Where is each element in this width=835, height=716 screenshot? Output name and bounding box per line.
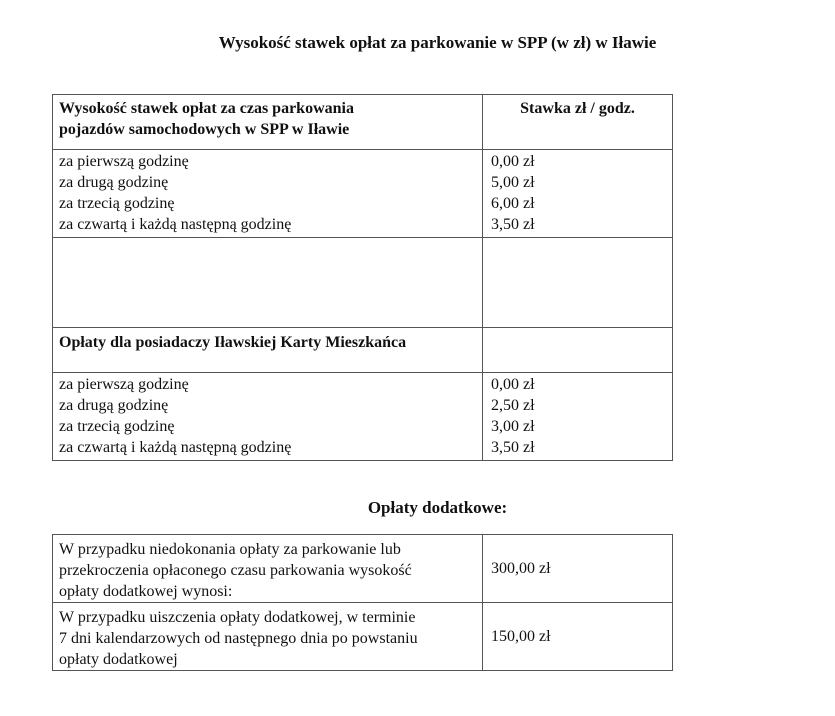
extra-fee-line: opłaty dodatkowej xyxy=(59,651,178,668)
rates-table-header-row xyxy=(53,95,673,150)
extra-fee-row xyxy=(53,603,673,671)
rate-price: 0,00 zł xyxy=(491,153,535,170)
resident-header-row xyxy=(53,328,673,373)
extra-fee-amount: 150,00 zł xyxy=(483,603,673,671)
rate-price: 5,00 zł xyxy=(491,174,535,191)
extra-fees-title: Opłaty dodatkowe: xyxy=(367,498,508,517)
rate-label: za pierwszą godzinę xyxy=(59,153,189,170)
parking-rates-table xyxy=(52,94,673,461)
extra-fee-line: W przypadku uiszczenia opłaty dodatkowej, w terminie xyxy=(59,609,416,626)
rate-label: za czwartą i każdą następną godzinę xyxy=(59,216,292,233)
extra-fee-line: przekroczenia opłaconego czasu parkowania wysokość xyxy=(59,562,412,579)
rates-header-line: pojazdów samochodowych w SPP w Iławie xyxy=(59,121,350,138)
empty-cell xyxy=(483,238,673,328)
extra-fee-description xyxy=(53,535,483,603)
empty-cell xyxy=(483,328,673,373)
rate-label: za pierwszą godzinę xyxy=(59,376,189,393)
rate-price: 6,00 zł xyxy=(491,195,535,212)
resident-card-header: Opłaty dla posiadaczy Iławskiej Karty Mieszkańca xyxy=(53,328,483,373)
empty-spacer-row xyxy=(53,238,673,328)
standard-rates-row xyxy=(53,150,673,238)
extra-fees-table xyxy=(52,534,673,671)
rate-label: za drugą godzinę xyxy=(59,174,169,191)
rate-price: 0,00 zł xyxy=(491,376,535,393)
rates-header-left xyxy=(53,95,483,150)
extra-fee-description xyxy=(53,603,483,671)
rates-header-right: Stawka zł / godz. xyxy=(483,95,673,150)
empty-cell xyxy=(53,238,483,328)
resident-rates-row xyxy=(53,373,673,461)
rates-header-line: Wysokość stawek opłat za czas parkowania xyxy=(59,100,354,117)
extra-fee-amount: 300,00 zł xyxy=(483,535,673,603)
rate-price: 3,50 zł xyxy=(491,216,535,233)
rate-price: 2,50 zł xyxy=(491,397,535,414)
extra-fee-line: opłaty dodatkowej wynosi: xyxy=(59,583,233,600)
rate-label: za trzecią godzinę xyxy=(59,195,175,212)
rate-label: za czwartą i każdą następną godzinę xyxy=(59,439,292,456)
rate-label: za trzecią godzinę xyxy=(59,418,175,435)
extra-fee-line: W przypadku niedokonania opłaty za parkowanie lub xyxy=(59,541,401,558)
rate-price: 3,00 zł xyxy=(491,418,535,435)
resident-rates-prices xyxy=(483,373,673,461)
standard-rates-prices xyxy=(483,150,673,238)
rate-price: 3,50 zł xyxy=(491,439,535,456)
resident-rates-labels xyxy=(53,373,483,461)
extra-fee-line: 7 dni kalendarzowych od następnego dnia po powstaniu xyxy=(59,630,418,647)
standard-rates-labels xyxy=(53,150,483,238)
extra-fee-row xyxy=(53,535,673,603)
page-title: Wysokość stawek opłat za parkowanie w SPP (w zł) w Iławie xyxy=(218,33,657,52)
rate-label: za drugą godzinę xyxy=(59,397,169,414)
